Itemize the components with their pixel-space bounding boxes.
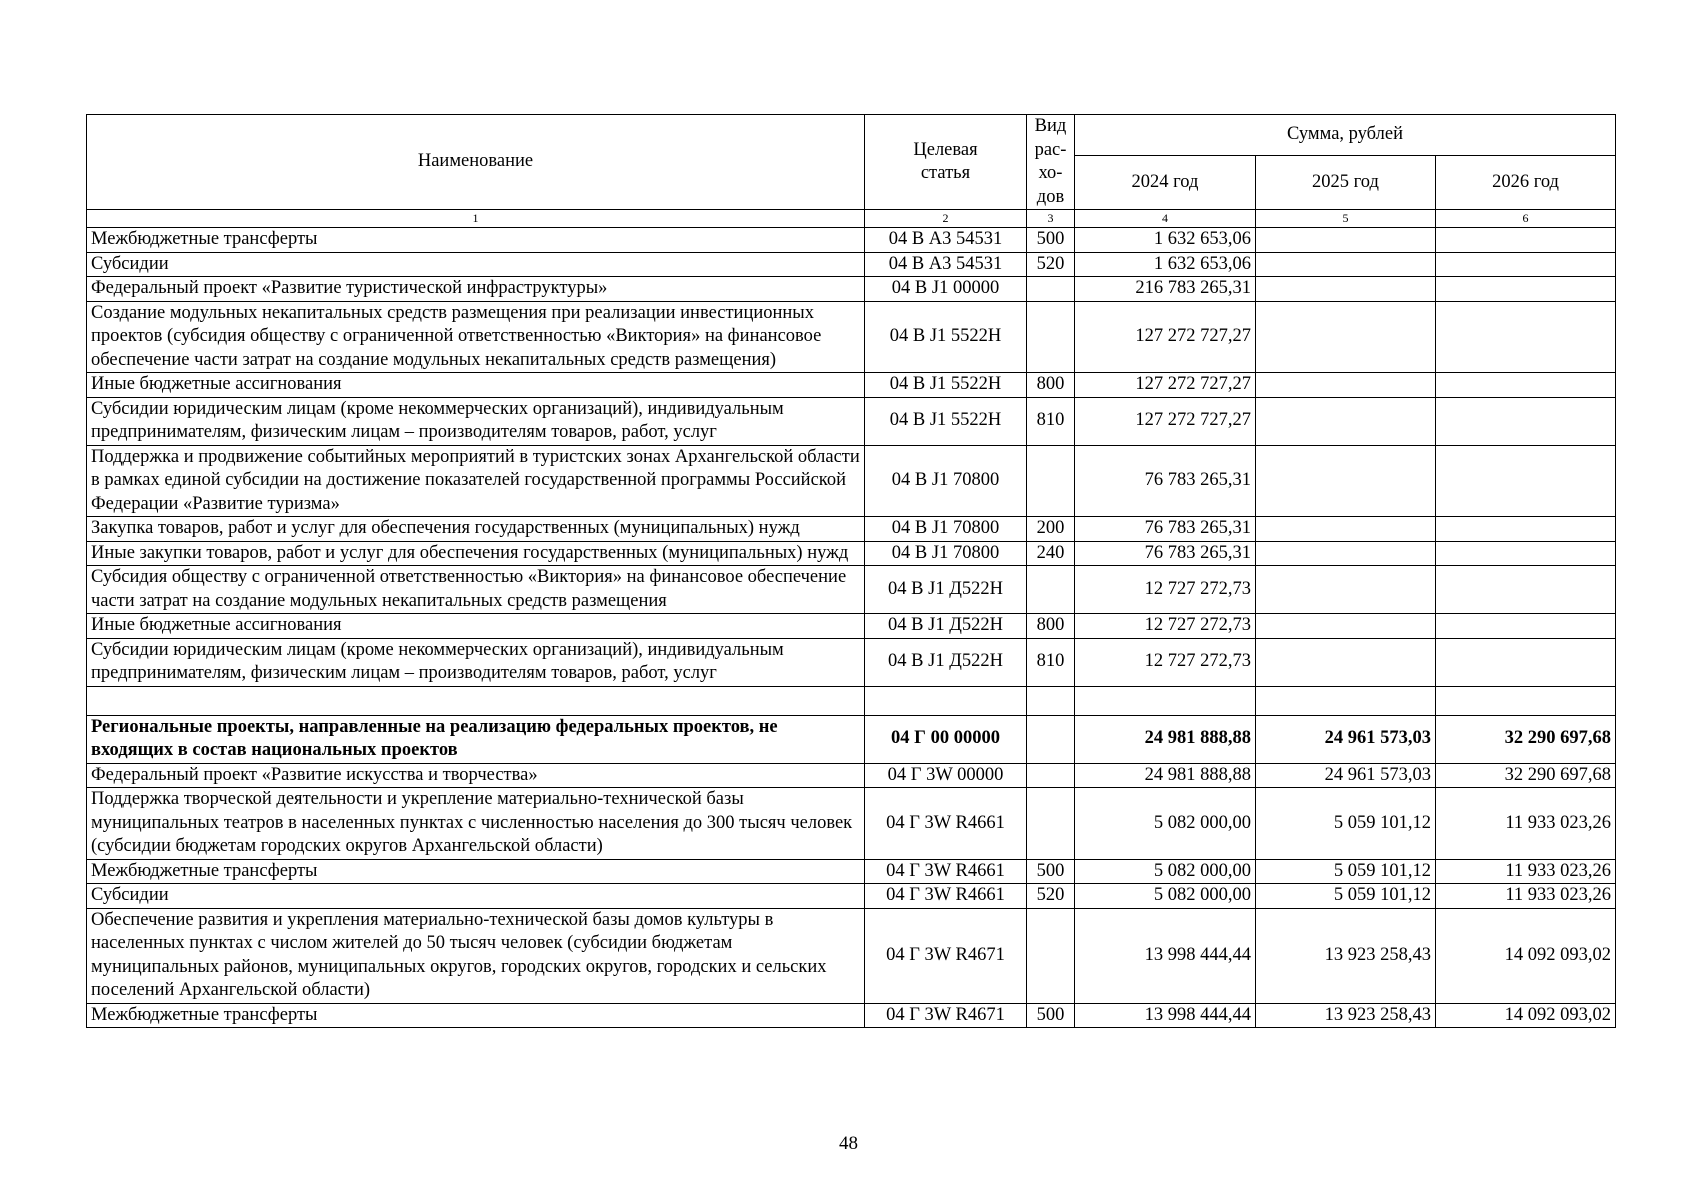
cell-amount-2026	[1436, 638, 1616, 686]
cell-name: Поддержка творческой деятельности и укрепление материально-технической базы муниципальных театров в населенных пунктах с численностью населения до 300 тысяч человек (субсидии бюджетам городских округов Архангельской области)	[87, 788, 865, 860]
cell-amount-2024: 13 998 444,44	[1075, 908, 1256, 1003]
cell-amount-2026	[1436, 566, 1616, 614]
cell-name: Межбюджетные трансферты	[87, 1003, 865, 1028]
cell-amount-2025: 13 923 258,43	[1256, 1003, 1436, 1028]
cell-target-code: 04 В А3 54531	[865, 252, 1027, 277]
cell-target-code: 04 Г 3W R4671	[865, 1003, 1027, 1028]
cell-amount-2025	[1256, 373, 1436, 398]
cell-amount-2026	[1436, 541, 1616, 566]
cell-amount-2026	[1436, 517, 1616, 542]
table-row	[87, 277, 1616, 302]
table-row	[87, 788, 1616, 860]
header-vid: Вид рас- хо- дов	[1027, 115, 1075, 210]
cell-amount-2025	[1256, 301, 1436, 373]
cell-amount-2024: 127 272 727,27	[1075, 301, 1256, 373]
cell-expense-type	[1027, 277, 1075, 302]
cell-target-code: 04 В J1 70800	[865, 445, 1027, 517]
cell-name: Иные бюджетные ассигнования	[87, 614, 865, 639]
table-row	[87, 1003, 1616, 1028]
cell-target-code: 04 В J1 Д522Н	[865, 638, 1027, 686]
cell-amount-2025	[1256, 228, 1436, 253]
header-name: Наименование	[87, 115, 865, 210]
cell-target-code: 04 В J1 5522Н	[865, 301, 1027, 373]
cell-amount-2025	[1256, 686, 1436, 715]
cell-amount-2024: 76 783 265,31	[1075, 541, 1256, 566]
cell-target-code: 04 В J1 70800	[865, 517, 1027, 542]
cell-name: Поддержка и продвижение событийных мероприятий в туристских зонах Архангельской области в рамках единой субсидии на достижение показателей государственной программы Российской Федерации «Развитие туризма»	[87, 445, 865, 517]
cell-target-code: 04 Г 3W R4661	[865, 884, 1027, 909]
cell-amount-2025: 5 059 101,12	[1256, 859, 1436, 884]
cell-amount-2024: 5 082 000,00	[1075, 859, 1256, 884]
cell-expense-type: 500	[1027, 1003, 1075, 1028]
cell-amount-2026	[1436, 301, 1616, 373]
table-row	[87, 301, 1616, 373]
cell-target-code: 04 Г 3W 00000	[865, 763, 1027, 788]
cell-target-code: 04 В J1 5522Н	[865, 397, 1027, 445]
cell-target-code: 04 В J1 5522Н	[865, 373, 1027, 398]
header-target: Целевая статья	[865, 115, 1027, 210]
cell-amount-2025	[1256, 517, 1436, 542]
cell-target-code: 04 В J1 Д522Н	[865, 566, 1027, 614]
cell-name: Субсидии	[87, 252, 865, 277]
cell-amount-2026	[1436, 397, 1616, 445]
cell-target-code: 04 Г 3W R4661	[865, 788, 1027, 860]
cell-name: Региональные проекты, направленные на реализацию федеральных проектов, не входящих в состав национальных проектов	[87, 715, 865, 763]
cell-amount-2025: 24 961 573,03	[1256, 715, 1436, 763]
cell-amount-2026: 11 933 023,26	[1436, 788, 1616, 860]
cell-amount-2026: 14 092 093,02	[1436, 1003, 1616, 1028]
cell-name: Субсидии юридическим лицам (кроме некоммерческих организаций), индивидуальным предпринимателям, физическим лицам – производителям товаров, работ, услуг	[87, 638, 865, 686]
cell-expense-type: 810	[1027, 638, 1075, 686]
cell-amount-2024: 1 632 653,06	[1075, 228, 1256, 253]
column-number: 3	[1027, 210, 1075, 228]
cell-amount-2025: 24 961 573,03	[1256, 763, 1436, 788]
cell-name: Иные закупки товаров, работ и услуг для обеспечения государственных (муниципальных) нужд	[87, 541, 865, 566]
cell-expense-type	[1027, 301, 1075, 373]
table-row	[87, 638, 1616, 686]
cell-amount-2024: 12 727 272,73	[1075, 566, 1256, 614]
table-row	[87, 884, 1616, 909]
cell-amount-2024: 76 783 265,31	[1075, 445, 1256, 517]
cell-amount-2026: 32 290 697,68	[1436, 763, 1616, 788]
cell-expense-type: 810	[1027, 397, 1075, 445]
cell-amount-2025	[1256, 252, 1436, 277]
table-row	[87, 252, 1616, 277]
table-row	[87, 566, 1616, 614]
table-row	[87, 614, 1616, 639]
cell-expense-type: 520	[1027, 252, 1075, 277]
cell-target-code: 04 В J1 00000	[865, 277, 1027, 302]
cell-amount-2025: 5 059 101,12	[1256, 884, 1436, 909]
table-body	[87, 228, 1616, 1028]
cell-amount-2025	[1256, 566, 1436, 614]
cell-name: Субсидии юридическим лицам (кроме некоммерческих организаций), индивидуальным предпринимателям, физическим лицам – производителям товаров, работ, услуг	[87, 397, 865, 445]
cell-amount-2025	[1256, 277, 1436, 302]
cell-expense-type	[1027, 908, 1075, 1003]
cell-amount-2024: 24 981 888,88	[1075, 763, 1256, 788]
cell-amount-2024	[1075, 686, 1256, 715]
cell-name	[87, 686, 865, 715]
cell-target-code: 04 Г 3W R4661	[865, 859, 1027, 884]
cell-amount-2024: 76 783 265,31	[1075, 517, 1256, 542]
cell-name: Закупка товаров, работ и услуг для обеспечения государственных (муниципальных) нужд	[87, 517, 865, 542]
cell-amount-2026	[1436, 445, 1616, 517]
table-row	[87, 686, 1616, 715]
cell-amount-2025	[1256, 541, 1436, 566]
cell-amount-2024: 216 783 265,31	[1075, 277, 1256, 302]
table-row	[87, 763, 1616, 788]
cell-name: Субсидия обществу с ограниченной ответственностью «Виктория» на финансовое обеспечение части затрат на создание модульных некапитальных средств размещения	[87, 566, 865, 614]
cell-amount-2024: 13 998 444,44	[1075, 1003, 1256, 1028]
cell-expense-type: 500	[1027, 228, 1075, 253]
cell-name: Межбюджетные трансферты	[87, 859, 865, 884]
cell-amount-2026	[1436, 277, 1616, 302]
cell-amount-2024: 127 272 727,27	[1075, 397, 1256, 445]
cell-amount-2025	[1256, 445, 1436, 517]
cell-amount-2024: 12 727 272,73	[1075, 614, 1256, 639]
cell-amount-2024: 1 632 653,06	[1075, 252, 1256, 277]
table-row	[87, 715, 1616, 763]
cell-amount-2024: 12 727 272,73	[1075, 638, 1256, 686]
header-2026: 2026 год	[1436, 156, 1616, 210]
table-row	[87, 397, 1616, 445]
page-number: 48	[839, 1133, 858, 1154]
cell-expense-type: 800	[1027, 373, 1075, 398]
cell-amount-2026: 32 290 697,68	[1436, 715, 1616, 763]
cell-amount-2026	[1436, 373, 1616, 398]
cell-expense-type	[1027, 445, 1075, 517]
cell-amount-2026	[1436, 252, 1616, 277]
table-row	[87, 445, 1616, 517]
header-sum: Сумма, рублей	[1075, 115, 1616, 156]
cell-name: Межбюджетные трансферты	[87, 228, 865, 253]
cell-name: Федеральный проект «Развитие искусства и творчества»	[87, 763, 865, 788]
cell-name: Федеральный проект «Развитие туристической инфраструктуры»	[87, 277, 865, 302]
cell-amount-2026: 11 933 023,26	[1436, 884, 1616, 909]
table-row	[87, 373, 1616, 398]
cell-expense-type	[1027, 763, 1075, 788]
cell-expense-type: 200	[1027, 517, 1075, 542]
cell-expense-type	[1027, 686, 1075, 715]
cell-target-code: 04 В А3 54531	[865, 228, 1027, 253]
table-header	[87, 115, 1616, 228]
cell-expense-type	[1027, 715, 1075, 763]
cell-amount-2024: 5 082 000,00	[1075, 884, 1256, 909]
column-number: 6	[1436, 210, 1616, 228]
table-row	[87, 541, 1616, 566]
cell-expense-type	[1027, 566, 1075, 614]
cell-amount-2025	[1256, 397, 1436, 445]
cell-name: Обеспечение развития и укрепления материально-технической базы домов культуры в населенных пунктах с числом жителей до 50 тысяч человек (субсидии бюджетам муниципальных районов, муниципальных округов, городских округов, городских и сельских поселений Архангельской области)	[87, 908, 865, 1003]
cell-amount-2026	[1436, 228, 1616, 253]
cell-expense-type: 240	[1027, 541, 1075, 566]
cell-amount-2024: 127 272 727,27	[1075, 373, 1256, 398]
cell-name: Создание модульных некапитальных средств размещения при реализации инвестиционных проектов (субсидия обществу с ограниченной ответственностью «Виктория» на финансовое обеспечение части затрат на создание модульных некапитальных средств размещения)	[87, 301, 865, 373]
cell-amount-2025: 13 923 258,43	[1256, 908, 1436, 1003]
cell-target-code: 04 В J1 70800	[865, 541, 1027, 566]
column-numbers-row	[87, 210, 1616, 228]
cell-expense-type: 800	[1027, 614, 1075, 639]
header-2025: 2025 год	[1256, 156, 1436, 210]
column-number: 2	[865, 210, 1027, 228]
table-row	[87, 517, 1616, 542]
cell-amount-2026: 11 933 023,26	[1436, 859, 1616, 884]
cell-amount-2026	[1436, 614, 1616, 639]
cell-expense-type: 520	[1027, 884, 1075, 909]
cell-amount-2025: 5 059 101,12	[1256, 788, 1436, 860]
table-row	[87, 908, 1616, 1003]
cell-target-code	[865, 686, 1027, 715]
header-2024: 2024 год	[1075, 156, 1256, 210]
cell-name: Иные бюджетные ассигнования	[87, 373, 865, 398]
cell-target-code: 04 Г 00 00000	[865, 715, 1027, 763]
budget-table	[86, 114, 1616, 1028]
cell-amount-2026	[1436, 686, 1616, 715]
cell-amount-2025	[1256, 614, 1436, 639]
column-number: 5	[1256, 210, 1436, 228]
column-number: 1	[87, 210, 865, 228]
cell-target-code: 04 В J1 Д522Н	[865, 614, 1027, 639]
cell-amount-2024: 24 981 888,88	[1075, 715, 1256, 763]
cell-expense-type: 500	[1027, 859, 1075, 884]
cell-amount-2024: 5 082 000,00	[1075, 788, 1256, 860]
cell-name: Субсидии	[87, 884, 865, 909]
cell-amount-2026: 14 092 093,02	[1436, 908, 1616, 1003]
table-row	[87, 228, 1616, 253]
table-row	[87, 859, 1616, 884]
column-number: 4	[1075, 210, 1256, 228]
cell-amount-2025	[1256, 638, 1436, 686]
cell-expense-type	[1027, 788, 1075, 860]
cell-target-code: 04 Г 3W R4671	[865, 908, 1027, 1003]
